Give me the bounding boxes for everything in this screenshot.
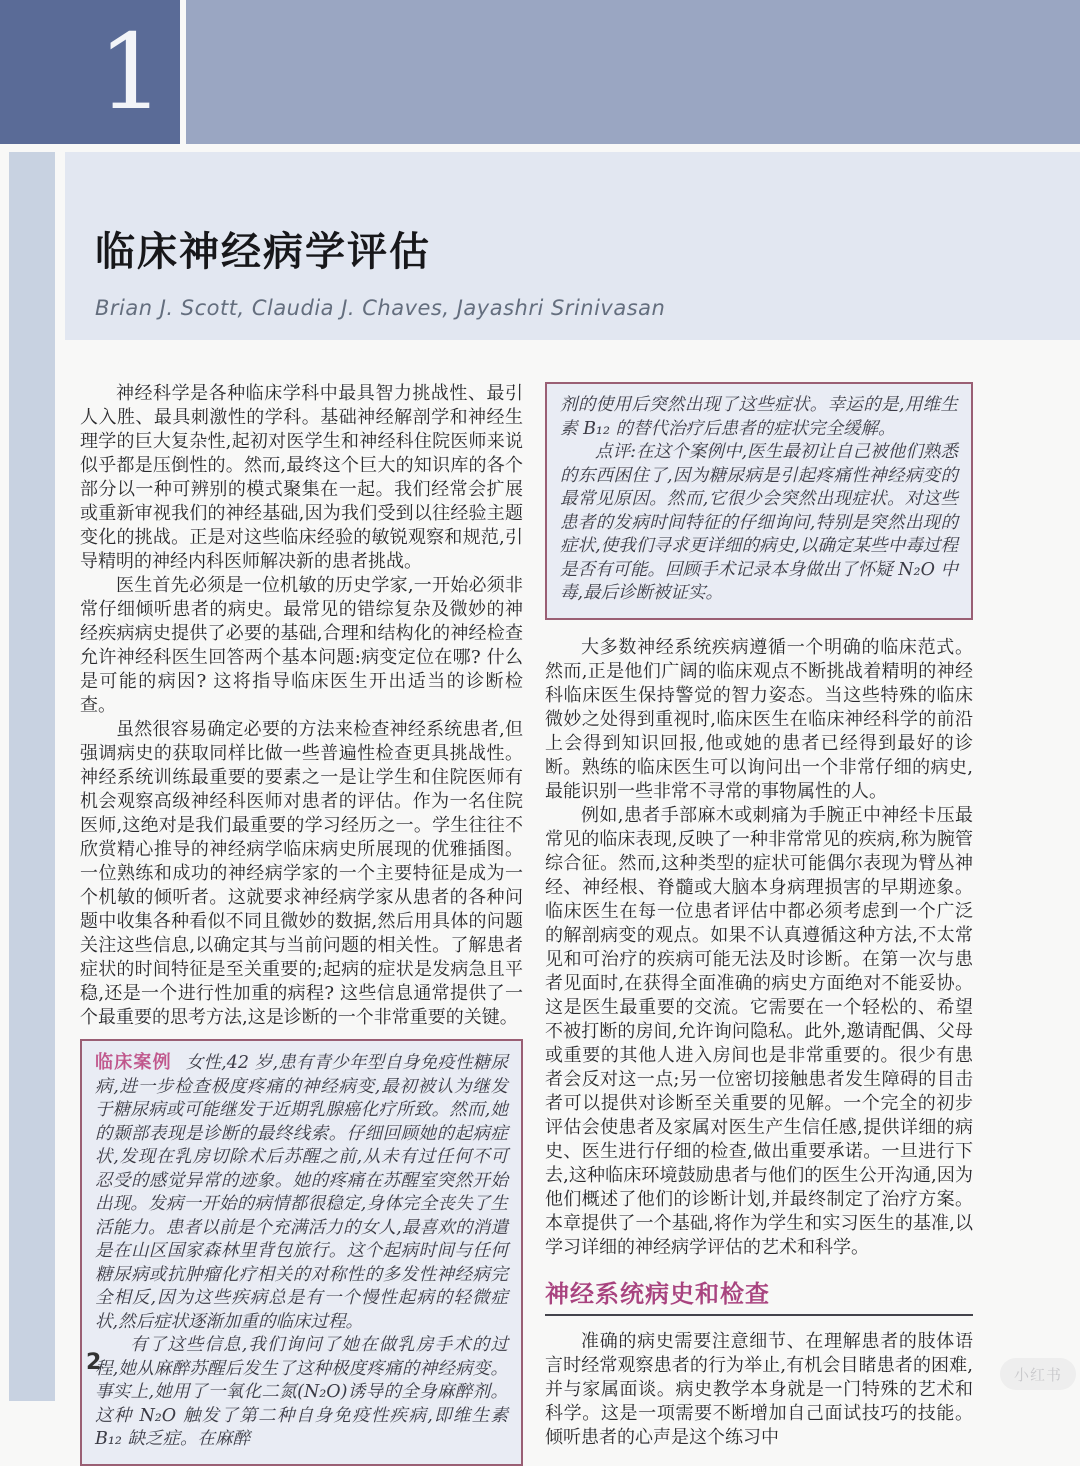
right-column [545, 382, 973, 1450]
chapter-number-box [0, 0, 180, 144]
clinical-case-box [80, 1039, 523, 1466]
authors-line: Brian J. Scott, Claudia J. Chaves, Jayashri Srinivasan [95, 296, 666, 320]
title-panel [65, 152, 1080, 340]
clinical-case-box-continued [545, 382, 973, 620]
watermark-badge [1000, 1358, 1076, 1390]
left-column [80, 382, 523, 1466]
body-paragraph: 医生首先必须是一位机敏的历史学家,一开始必须非常仔细倾听患者的病史。最常见的错综复杂及微妙的神经疾病病史提供了必要的基础,合理和结构化的神经检查允许神经科医生回答两个基本问题:病变定位在哪? 什么是可能的病因? 这将指导临床医生开出适当的诊断检查。 [80, 575, 523, 716]
case-paragraph [95, 1051, 508, 1334]
case-text: 女性,42 岁,患有青少年型自身免疫性糖尿病,进一步检查极度疼痛的神经病变,最初被认为继发于糖尿病或可能继发于近期乳腺癌化疗所致。然而,她的颞部表现是诊断的最终线索。仔细回顾她的起病症状,发现在乳房切除术后苏醒之前,从未有过任何不可忍受的感觉异常的迹象。她的疼痛在苏醒室突然开始出现。发病一开始的病情都很稳定,身体完全丧失了生活能力。患者以前是个充满活力的女人,最喜欢的消遣是在山区国家森林里背包旅行。这个起病时间与任何糖尿病或抗肿瘤化疗相关的对称性的多发性神经病完全相反,因为这些疾病总是有一个慢性起病的轻微症状,然后症状逐渐加重的临床过程。 [95, 1053, 508, 1332]
page-title: 临床神经病学评估 [95, 229, 431, 275]
case-paragraph: 点评:在这个案例中,医生最初让自己被他们熟悉的东西困住了,因为糖尿病是引起疼痛性神经病变的最常见原因。然而,它很少会突然出现症状。对这些患者的发病时间特征的仔细询问,特别是突然出现的症状,使我们寻求更详细的病史,以确定某些中毒过程是否有可能。回顾手术记录本身做出了怀疑 N₂O 中毒,最后诊断被证实。 [560, 442, 958, 603]
left-margin-strip [9, 152, 55, 1401]
case-paragraph: 剂的使用后突然出现了这些症状。幸运的是,用维生素 B₁₂ 的替代治疗后患者的症状完全缓解。 [560, 395, 958, 439]
page-number: 2 [86, 1350, 102, 1375]
chapter-number: 1 [97, 11, 164, 133]
section-heading: 神经系统病史和检查 [545, 1279, 770, 1308]
case-paragraph: 有了这些信息,我们询问了她在做乳房手术的过程,她从麻醉苏醒后发生了这种极度疼痛的神经病变。事实上,她用了一氧化二氮(N₂O)诱导的全身麻醉剂。这种 N₂O 触发了第二种自身免疫性疾病,即维生素 B₁₂ 缺乏症。在麻醉 [95, 1335, 508, 1449]
body-paragraph: 虽然很容易确定必要的方法来检查神经系统患者,但强调病史的获取同样比做一些普遍性检查更具挑战性。神经系统训练最重要的要素之一是让学生和住院医师有机会观察高级神经科医师对患者的评估。作为一名住院医师,这绝对是我们最重要的学习经历之一。学生往往不欣赏精心推导的神经病学临床病史所展现的优雅插图。一位熟练和成功的神经病学家的一个主要特征是成为一个机敏的倾听者。这就要求神经病学家从患者的各种问题中收集各种看似不同且微妙的数据,然后用具体的问题关注这些信息,以确定其与当前问题的相关性。了解患者症状的时间特征是至关重要的;起病的症状是发病急且平稳,还是一个进行性加重的病程? 这些信息通常提供了一个最重要的思考方法,这是诊断的一个非常重要的关键。 [80, 719, 523, 1028]
body-paragraph: 大多数神经系统疾病遵循一个明确的临床范式。然而,正是他们广阔的临床观点不断挑战着精明的神经科临床医生保持警觉的智力姿态。当这些特殊的临床微妙之处得到重视时,临床医生在临床神经科学的前沿上会得到知识回报,他或她的患者已经得到最好的诊断。熟练的临床医生可以询问出一个非常仔细的病史,最能识别一些非常不寻常的事物属性的人。 [545, 636, 973, 802]
heading-rule [545, 1314, 973, 1317]
body-paragraph: 准确的病史需要注意细节、在理解患者的肢体语言时经常观察患者的行为举止,有机会目睹患者的困难,并与家属面谈。病史教学本身就是一门特殊的艺术和科学。这是一项需要不断增加自己面试技巧的技能。倾听患者的心声是这个练习中 [545, 1331, 973, 1448]
body-paragraph: 神经科学是各种临床学科中最具智力挑战性、最引人入胜、最具刺激性的学科。基础神经解剖学和神经生理学的巨大复杂性,起初对医学生和神经科住院医师来说似乎都是压倒性的。然而,最终这个巨大的知识库的各个部分以一种可辨别的模式聚集在一起。我们经常会扩展或重新审视我们的神经基础,因为我们受到以往经验主题变化的挑战。正是对这些临床经验的敏锐观察和规范,引导精明的神经内科医师解决新的患者挑战。 [80, 383, 523, 572]
case-box-label: 临床案例 [95, 1052, 172, 1073]
watermark-text: 小红书 [1013, 1365, 1062, 1384]
header-band [186, 0, 1080, 144]
body-paragraph: 例如,患者手部麻木或刺痛为手腕正中神经卡压最常见的临床表现,反映了一种非常常见的疾病,称为腕管综合征。然而,这种类型的症状可能偶尔表现为臂丛神经、神经根、脊髓或大脑本身病理损害的早期迹象。临床医生在每一位患者评估中都必须考虑到一个广泛的解剖病变的观点。如果不认真遵循这种方法,不太常见和可治疗的疾病可能无法及时诊断。在第一次与患者见面时,在获得全面准确的病史方面绝对不能妥协。这是医生最重要的交流。它需要在一个轻松的、希望不被打断的房间,允许询问隐私。此外,邀请配偶、父母或重要的其他人进入房间也是非常重要的。很少有患者会反对这一点;另一位密切接触患者发生障碍的目击者可以提供对诊断至关重要的见解。一个完全的初步评估会使患者及家属对医生产生信任感,提供详细的病史、医生进行仔细的检查,做出重要承诺。一旦进行下去,这种临床环境鼓励患者与他们的医生公开沟通,因为他们概述了他们的诊断计划,并最终制定了治疗方案。本章提供了一个基础,将作为学生和实习医生的基准,以学习详细的神经病学评估的艺术和科学。 [545, 804, 973, 1258]
